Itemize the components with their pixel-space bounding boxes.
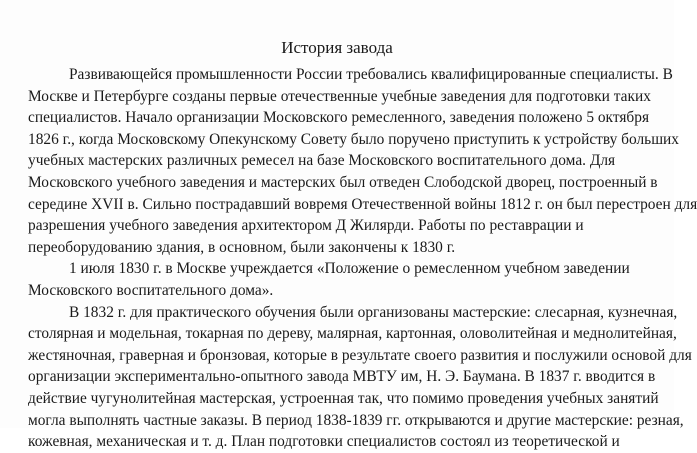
text-line: переоборудованию здания, в основном, были закончены к 1830 г. <box>28 238 456 256</box>
text-line: кожевная, механическая и т. д. План подготовки специалистов состоял из теоретической и <box>28 433 620 451</box>
text-line: специалистов. Начало организации Московского ремесленного, заведения положено 5 октября <box>28 109 650 127</box>
text-line: 1 июля 1830 г. в Москве учреждается «Положение о ремесленном учебном заведении <box>69 260 630 278</box>
text-line: разрешения учебного заведения архитектором Д Жилярди. Работы по реставрации и <box>28 217 584 235</box>
text-line: Московского воспитательного дома». <box>28 281 274 299</box>
text-line: 1826 г., когда Московскому Опекунскому Совету было поручено приступить к устройству больших <box>28 130 679 148</box>
text-line: В 1832 г. для практического обучения были организованы мастерские: слесарная, кузнечная, <box>69 303 678 321</box>
text-line: организации экспериментально-опытного завода МВТУ им, Н. Э. Баумана. В 1837 г. вводится в <box>28 368 656 386</box>
text-line: действие чугунолитейная мастерская, устроенная так, что помимо проведения учебных занятий <box>28 389 659 407</box>
text-line: столярная и модельная, токарная по дереву, малярная, картонная, оловолитейная и меднолитейная, <box>28 325 677 343</box>
paragraph <box>28 64 697 258</box>
text-line: могла выполнять частные заказы. В период 1838-1839 гг. открываются и другие мастерские: резная, <box>28 411 684 429</box>
text-line: Развивающейся промышленности России требовались квалифицированные специалисты. В <box>69 66 673 83</box>
document-body <box>28 64 697 453</box>
text-line: Московского учебного заведения и мастерских был отведен Слободской дворец, построенный в <box>28 173 658 191</box>
document-title: История завода <box>281 38 393 57</box>
text-line: Москве и Петербурге созданы первые отечественные учебные заведения для подготовки таких <box>28 87 651 105</box>
text-line: середине XVII в. Сильно пострадавший вовремя Отечественной войны 1812 г. он был перестроен для <box>28 195 697 213</box>
text-line: учебных мастерских различных ремесел на базе Московского воспитательного дома. Для <box>28 152 616 170</box>
paragraph <box>28 258 668 301</box>
paragraph <box>28 302 692 453</box>
text-line: жестяночная, граверная и бронзовая, которые в результате своего развития и послужили основой для <box>28 346 692 364</box>
